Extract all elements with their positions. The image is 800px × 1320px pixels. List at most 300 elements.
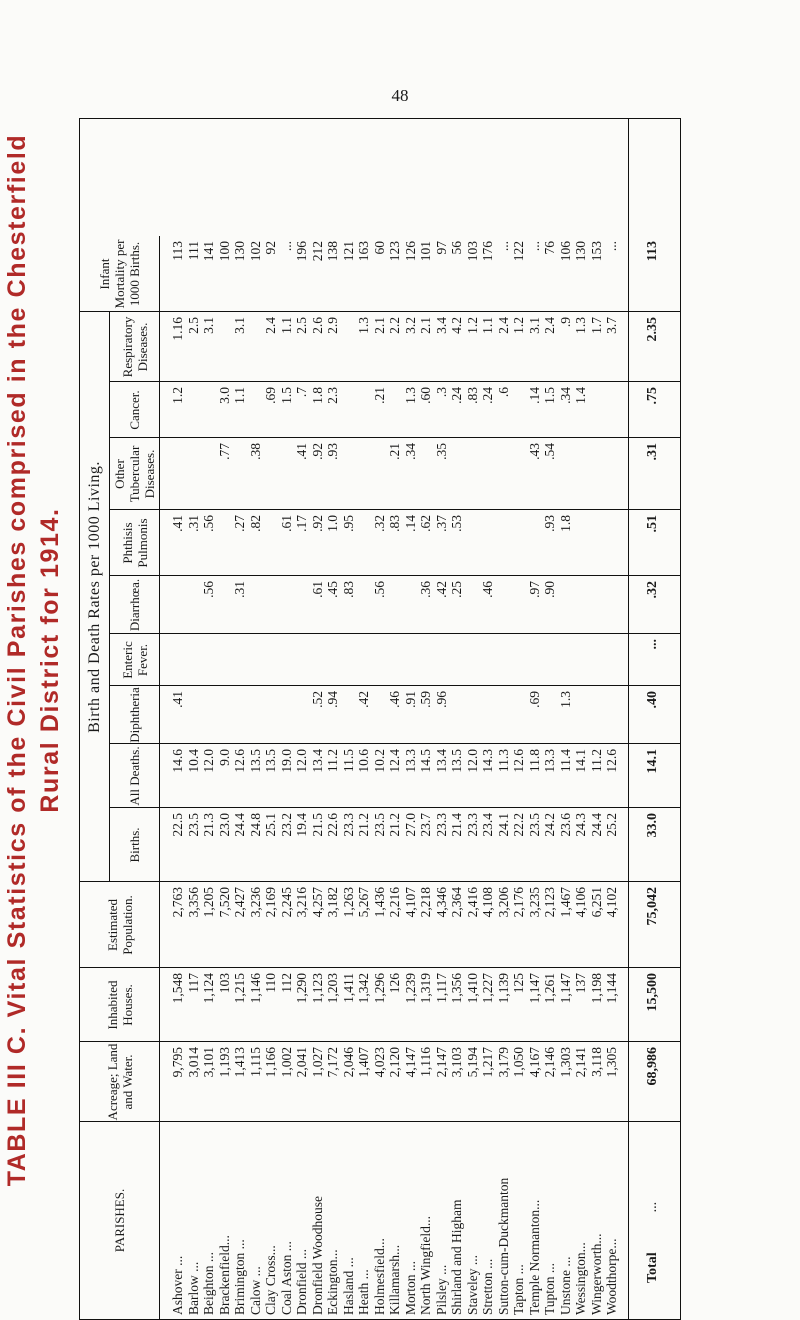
- table-cell: .61: [278, 515, 294, 532]
- leader-dots: ...: [511, 1264, 526, 1278]
- table-cell: [465, 576, 481, 634]
- table-cell: .90: [542, 581, 557, 598]
- leader-dots: ...: [526, 1199, 542, 1210]
- column-header-all-deaths: All Deaths.: [110, 744, 160, 808]
- table-cell: 4.2: [449, 317, 464, 334]
- table-cell: 130: [573, 241, 588, 262]
- table-cell: 23.2: [278, 813, 294, 837]
- table-cell: .46: [480, 581, 495, 598]
- table-cell: 4,108: [480, 887, 495, 918]
- table-cell: .34: [557, 387, 573, 404]
- table-cell: [248, 634, 264, 686]
- table-cell: 92: [263, 241, 278, 255]
- table-cell: [248, 312, 264, 382]
- table-cell: 1.5: [278, 387, 294, 404]
- table-cell: 1,467: [557, 887, 573, 918]
- parish-label: Temple Normanton: [526, 1209, 542, 1315]
- table-cell: 1.3: [557, 691, 573, 708]
- table-cell: 1,290: [294, 973, 309, 1004]
- parish-name: [558, 1122, 574, 1319]
- table-cell: [403, 634, 419, 686]
- table-cell: 25.1: [263, 813, 278, 837]
- table-cell: [573, 634, 589, 686]
- table-cell: [449, 438, 465, 510]
- parish-label: Shirland and Higham: [449, 1199, 464, 1315]
- column-header-houses: Inhabited Houses.: [80, 968, 160, 1042]
- table-cell: 12.6: [232, 749, 247, 773]
- parish-name: [341, 1122, 357, 1319]
- parish-label: Brimington: [232, 1252, 247, 1315]
- parish-label: Sutton-cum-Duckmanton: [495, 1177, 511, 1315]
- parish-label: Calow: [247, 1279, 263, 1315]
- table-cell: [356, 510, 372, 576]
- table-cell: [341, 438, 357, 510]
- table-cell: [418, 634, 434, 686]
- table-cell: .24: [480, 387, 495, 404]
- table-cell: 3,103: [449, 1047, 464, 1078]
- table-cell: 138: [325, 241, 340, 262]
- table-cell: [465, 510, 481, 576]
- table-cell: 19.0: [278, 749, 294, 773]
- table-cell: [589, 686, 605, 744]
- table-cell: 2,216: [387, 887, 402, 918]
- table-cell: 19.4: [294, 813, 309, 837]
- column-header-other-tubercular: Other Tubercular Diseases.: [110, 438, 160, 510]
- table-cell: .56: [371, 581, 387, 598]
- parish-label: Morton: [402, 1274, 418, 1315]
- parish-name: [356, 1122, 372, 1319]
- table-cell: 1,410: [464, 973, 480, 1004]
- table-cell: 4,102: [604, 887, 619, 918]
- table-cell: 13.3: [402, 749, 418, 773]
- table-cell: .41: [170, 691, 185, 708]
- table-cell: 1,296: [371, 973, 387, 1004]
- table-cell: 1,413: [232, 1047, 247, 1078]
- table-cell: 4,257: [309, 887, 325, 918]
- total-row: [628, 119, 677, 1319]
- table-cell: 1.8: [557, 515, 573, 532]
- leader-dots: ...: [325, 1249, 340, 1260]
- table-cell: 23.4: [480, 813, 495, 837]
- table-cell: [248, 382, 264, 438]
- table-cell: .92: [309, 443, 325, 460]
- parish-label: Pilsley: [433, 1278, 449, 1315]
- table-cell: 5,194: [464, 1047, 480, 1078]
- table-cell: 3.2: [402, 317, 418, 334]
- column-other-tubercular: [170, 438, 620, 510]
- table-cell: 2,763: [170, 887, 185, 918]
- column-header-phthisis: Phthisis Pulmonis: [110, 510, 160, 576]
- table-cell: 14.1: [573, 749, 588, 773]
- table-cell: 11.8: [526, 749, 542, 773]
- table-cell: 122: [511, 241, 526, 262]
- leader-dots: ...: [247, 1266, 263, 1280]
- table-cell: 24.4: [232, 813, 247, 837]
- table-cell: [604, 686, 620, 744]
- table-cell: 101: [418, 241, 433, 262]
- table-cell: 24.1: [495, 813, 511, 837]
- table-cell: 13.3: [542, 749, 557, 773]
- table-cell: [542, 686, 558, 744]
- table-cell: 4,346: [433, 887, 449, 918]
- leader-dots: ...: [371, 1238, 387, 1249]
- table-cell: 3.1: [526, 317, 542, 334]
- table-cell: 3,216: [294, 887, 309, 918]
- column-header-population: Estimated Population.: [80, 882, 160, 968]
- table-cell: 102: [247, 241, 263, 262]
- table-cell: 12.4: [387, 749, 402, 773]
- table-cell: 1,407: [356, 1047, 371, 1078]
- table-cell: 110: [263, 973, 278, 993]
- parish-label: Tapton: [511, 1277, 526, 1315]
- total-enteric-fever: ...: [645, 639, 660, 650]
- table-cell: .62: [418, 515, 433, 532]
- table-cell: 23.6: [557, 813, 573, 837]
- table-cell: .35: [433, 443, 449, 460]
- table-cell: 1,050: [511, 1047, 526, 1078]
- table-cell: 10.2: [371, 749, 387, 773]
- table-cell: 2,041: [294, 1047, 309, 1078]
- table-cell: .46: [387, 691, 402, 708]
- table-cell: [201, 438, 217, 510]
- table-cell: .69: [526, 691, 542, 708]
- table-cell: 21.2: [387, 813, 402, 837]
- table-cell: 1,147: [557, 973, 573, 1004]
- table-cell: 1,239: [402, 973, 418, 1004]
- table-cell: 2.6: [309, 317, 325, 334]
- table-cell: [527, 510, 543, 576]
- table-cell: [372, 634, 388, 686]
- parish-name: [387, 1122, 403, 1319]
- table-cell: .56: [201, 581, 216, 598]
- parish-name: [263, 1122, 279, 1319]
- table-cell: 11.5: [340, 749, 356, 773]
- table-cell: 1,263: [340, 887, 356, 918]
- table-cell: 1.4: [573, 387, 588, 404]
- table-cell: [232, 438, 248, 510]
- table-cell: 1,205: [201, 887, 216, 918]
- table-cell: [449, 634, 465, 686]
- table-cell: 1.1: [278, 317, 294, 334]
- column-parishes: [170, 1122, 620, 1319]
- table-cell: [573, 576, 589, 634]
- parish-label: Killamarsh: [387, 1255, 402, 1315]
- table-cell: .54: [542, 443, 557, 460]
- parish-label: Woodthorpe: [604, 1248, 619, 1315]
- table-cell: 113: [170, 241, 185, 261]
- parish-name: [418, 1122, 434, 1319]
- table-cell: 2.5: [294, 317, 309, 334]
- leader-dots: ...: [433, 1264, 449, 1279]
- table-cell: .91: [402, 691, 418, 708]
- table-cell: 1.5: [542, 387, 557, 404]
- table-cell: .14: [526, 387, 542, 404]
- table-cell: 13.5: [263, 749, 278, 773]
- table-cell: 6,251: [588, 887, 604, 918]
- table-cell: [263, 438, 279, 510]
- table-cell: 130: [232, 241, 247, 262]
- table-cell: 21.3: [201, 813, 216, 837]
- table-cell: 7,172: [325, 1047, 340, 1078]
- parish-label: Unstone: [557, 1270, 573, 1315]
- table-cell: [356, 438, 372, 510]
- table-cell: 2,427: [232, 887, 247, 918]
- parish-label: Coal Aston: [278, 1254, 294, 1315]
- parish-name: [434, 1122, 450, 1319]
- table-cell: .52: [309, 691, 325, 708]
- table-cell: 1,548: [170, 973, 185, 1004]
- table-cell: [279, 686, 295, 744]
- table-cell: [186, 382, 202, 438]
- table-cell: [263, 510, 279, 576]
- table-cell: [294, 634, 310, 686]
- parish-name: [279, 1122, 295, 1319]
- table-cell: .53: [449, 515, 464, 532]
- table-cell: 3.0: [216, 387, 232, 404]
- table-cell: .59: [418, 691, 433, 708]
- table-cell: 163: [356, 241, 371, 262]
- parish-name: [480, 1122, 496, 1319]
- table-cell: 123: [387, 241, 402, 262]
- table-cell: .61: [309, 581, 325, 598]
- table-cell: ...: [604, 241, 619, 252]
- table-cell: 24.2: [542, 813, 557, 837]
- total-population: 75,042: [645, 887, 660, 926]
- table-cell: .14: [402, 515, 418, 532]
- column-header-enteric-fever: Enteric Fever.: [110, 634, 160, 686]
- table-cell: [279, 438, 295, 510]
- table-cell: [263, 576, 279, 634]
- table-cell: [248, 686, 264, 744]
- parish-label: Wessington: [573, 1252, 588, 1315]
- table-cell: [341, 686, 357, 744]
- table-cell: [496, 686, 512, 744]
- table-cell: [573, 438, 589, 510]
- table-cell: 2,123: [542, 887, 557, 918]
- table-cell: .56: [201, 515, 216, 532]
- table-cell: 1,139: [495, 973, 511, 1004]
- table-cell: .7: [294, 387, 309, 398]
- table-cell: ...: [526, 241, 542, 252]
- table-cell: [201, 686, 217, 744]
- table-cell: [217, 510, 233, 576]
- table-cell: 9.0: [216, 749, 232, 766]
- table-cell: [341, 382, 357, 438]
- total-infant-mortality: 113: [645, 241, 660, 262]
- parish-label: Ashover: [170, 1269, 185, 1315]
- table-cell: [465, 634, 481, 686]
- table-cell: [527, 634, 543, 686]
- table-cell: 2,146: [542, 1047, 557, 1078]
- table-cell: 1,144: [604, 973, 619, 1004]
- column-header-diarrhoea: Diarrhœa.: [110, 576, 160, 634]
- table-cell: .96: [433, 691, 449, 708]
- table-cell: 121: [340, 241, 356, 262]
- table-cell: .41: [294, 443, 309, 460]
- table-cell: [480, 634, 496, 686]
- parish-label: Tupton: [542, 1276, 557, 1315]
- table-cell: 2.3: [325, 387, 340, 404]
- table-cell: ...: [495, 241, 511, 252]
- parish-label: North Wingfield: [418, 1226, 433, 1315]
- total-acreage: 68,986: [645, 1047, 660, 1086]
- table-cell: [511, 438, 527, 510]
- table-cell: [511, 382, 527, 438]
- table-cell: [186, 686, 202, 744]
- parish-name: [372, 1122, 388, 1319]
- table-cell: 22.2: [511, 813, 526, 837]
- table-title-line-2: Rural District for 1914.: [36, 507, 64, 813]
- column-phthisis: [170, 510, 620, 576]
- table-cell: 3.7: [604, 317, 619, 334]
- table-cell: [263, 686, 279, 744]
- table-cell: 1.2: [170, 387, 185, 404]
- table-cell: 1,027: [309, 1047, 325, 1078]
- table-cell: 3,101: [201, 1047, 216, 1078]
- table-cell: 1,198: [588, 973, 604, 1004]
- parish-name: [465, 1122, 481, 1319]
- table-cell: [170, 634, 186, 686]
- table-cell: 126: [402, 241, 418, 262]
- table-cell: 106: [557, 241, 573, 262]
- column-acreage: [170, 1042, 620, 1122]
- table-cell: 1,116: [418, 1047, 433, 1077]
- table-cell: 1,261: [542, 973, 557, 1004]
- table-cell: 1,193: [216, 1047, 232, 1078]
- table-cell: 22.6: [325, 813, 340, 837]
- leader-dots: ...: [573, 1242, 588, 1253]
- table-cell: .3: [433, 387, 449, 398]
- table-cell: 1,124: [201, 973, 216, 1004]
- table-cell: [217, 312, 233, 382]
- column-cancer: [170, 382, 620, 438]
- parish-name: [232, 1122, 248, 1319]
- table-cell: [248, 576, 264, 634]
- table-cell: .36: [418, 581, 433, 598]
- table-cell: 22.5: [170, 813, 185, 837]
- table-cell: 4,167: [526, 1047, 542, 1078]
- table-cell: [294, 576, 310, 634]
- table-cell: 3.1: [201, 317, 216, 334]
- table-cell: [387, 576, 403, 634]
- total-births: 33.0: [645, 813, 660, 838]
- table-cell: 24.4: [588, 813, 604, 837]
- table-cell: 2,176: [511, 887, 526, 918]
- table-cell: 1,146: [247, 973, 263, 1004]
- table-cell: 117: [185, 973, 201, 993]
- parish-label: Beighton: [201, 1265, 216, 1315]
- table-cell: .83: [387, 515, 402, 532]
- column-diphtheria: [170, 686, 620, 744]
- table-cell: 3,014: [185, 1047, 201, 1078]
- table-cell: 23.5: [371, 813, 387, 837]
- table-cell: 14.3: [480, 749, 495, 773]
- table-cell: 1,147: [526, 973, 542, 1004]
- table-cell: 4,106: [573, 887, 588, 918]
- parish-name: [589, 1122, 605, 1319]
- table-cell: [403, 576, 419, 634]
- table-cell: .31: [185, 515, 201, 532]
- table-cell: [356, 576, 372, 634]
- table-cell: .60: [418, 387, 433, 404]
- table-cell: 4,147: [402, 1047, 418, 1078]
- rates-group-header: Birth and Death Rates per 1000 Living.: [80, 312, 110, 882]
- leader-dots: ...: [387, 1244, 402, 1255]
- table-cell: .25: [449, 581, 464, 598]
- parish-name: [403, 1122, 419, 1319]
- table-cell: 1.0: [325, 515, 340, 532]
- table-cell: [356, 634, 372, 686]
- table-cell: [232, 686, 248, 744]
- table-cell: 1,117: [433, 973, 449, 1003]
- table-cell: [341, 312, 357, 382]
- table-cell: .93: [542, 515, 557, 532]
- table-cell: [201, 634, 217, 686]
- parish-name: [449, 1122, 465, 1319]
- table-cell: 12.0: [464, 749, 480, 773]
- table-cell: 13.4: [309, 749, 325, 773]
- table-cell: 1,303: [557, 1047, 573, 1078]
- table-cell: .9: [557, 317, 573, 328]
- table-cell: 2,147: [433, 1047, 449, 1078]
- table-cell: 1,305: [604, 1047, 619, 1078]
- table-cell: 24.3: [573, 813, 588, 837]
- table-cell: 12.0: [201, 749, 216, 773]
- column-infant-mortality: [170, 236, 620, 312]
- table-cell: .42: [433, 581, 449, 598]
- column-header-acreage: Acreage; Land and Water.: [80, 1042, 160, 1122]
- table-cell: [589, 576, 605, 634]
- parish-label: Eckington: [325, 1259, 340, 1315]
- table-cell: 2.9: [325, 317, 340, 334]
- table-cell: 11.3: [495, 749, 511, 773]
- leader-dots: ...: [340, 1257, 356, 1271]
- table-cell: .32: [371, 515, 387, 532]
- table-cell: 1.3: [356, 317, 371, 334]
- table-cell: 3,236: [247, 887, 263, 918]
- table-cell: 1,227: [480, 973, 495, 1004]
- table-cell: [294, 686, 310, 744]
- table-title-line-1: TABLE III C. Vital Statistics of the Civil Parishes comprised in the Chesterfield: [3, 133, 31, 1187]
- total-diarrhoea: .32: [645, 581, 660, 599]
- leader-dots: ...: [604, 1238, 619, 1249]
- table-cell: 126: [387, 973, 402, 994]
- parish-name: [604, 1122, 620, 1319]
- table-cell: 2,416: [464, 887, 480, 918]
- table-cell: 176: [480, 241, 495, 262]
- table-cell: [496, 634, 512, 686]
- table-cell: [263, 634, 279, 686]
- leader-dots: ...: [278, 1241, 294, 1255]
- column-respiratory: [170, 312, 620, 382]
- table-cell: 97: [433, 241, 449, 255]
- table-cell: 2,218: [418, 887, 433, 918]
- table-cell: .34: [402, 443, 418, 460]
- table-cell: [186, 438, 202, 510]
- table-cell: 111: [185, 241, 201, 261]
- table-cell: 10.6: [356, 749, 371, 773]
- table-cell: [372, 686, 388, 744]
- total-diphtheria: .40: [645, 691, 660, 709]
- column-enteric-fever: [170, 634, 620, 686]
- column-births: [170, 808, 620, 882]
- table-cell: [589, 634, 605, 686]
- table-cell: 1.8: [309, 387, 325, 404]
- table-cell: [558, 576, 574, 634]
- parish-label: Brackenfield: [216, 1245, 232, 1315]
- column-all-deaths: [170, 744, 620, 808]
- table-cell: 1.2: [511, 317, 526, 334]
